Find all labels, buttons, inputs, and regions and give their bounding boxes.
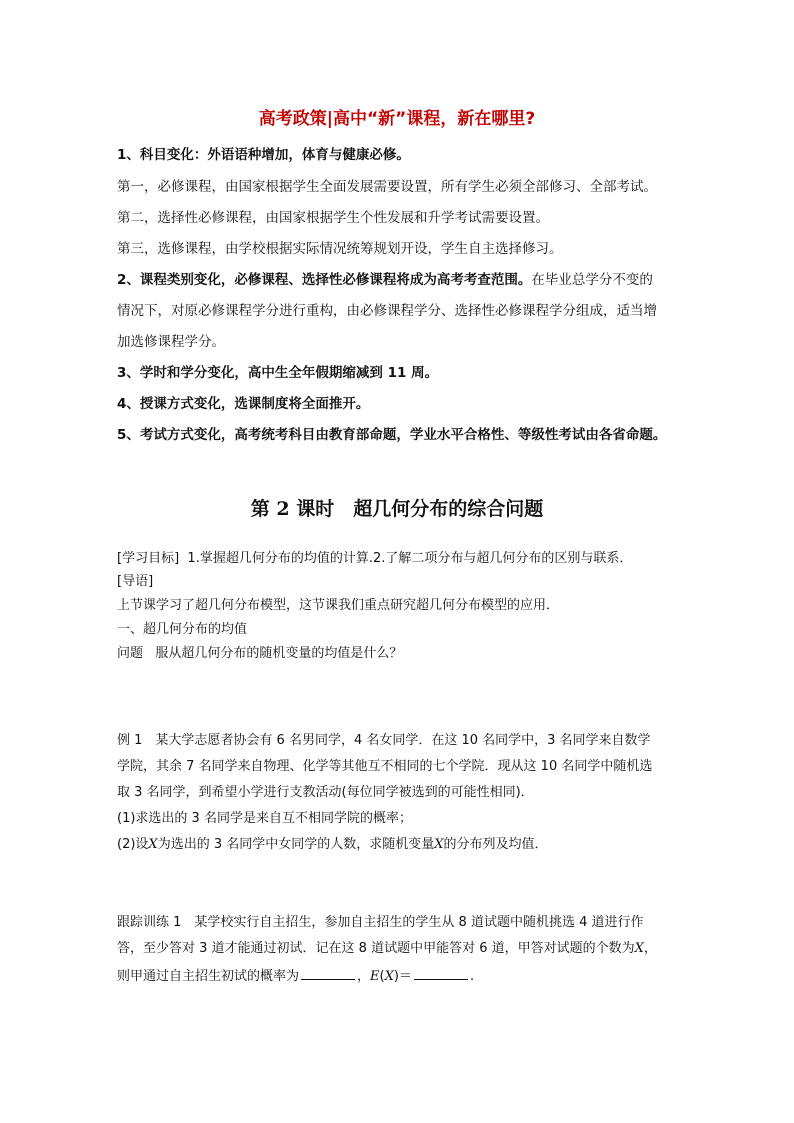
policy-item-3: 3、学时和学分变化，高中生全年假期缩减到 11 周。 xyxy=(117,365,439,381)
question-label: 问题 xyxy=(117,646,144,661)
question-text: 服从超几何分布的随机变量的均值是什么？ xyxy=(155,646,403,661)
q2-suffix: 的分布列及均值． xyxy=(443,837,548,852)
variable-x: X xyxy=(148,837,158,852)
policy-paragraph-3: 第三，选修课程，由学校根据实际情况统筹规划开设，学生自主选择修习。 xyxy=(117,241,563,257)
paren-close-equals: )＝ xyxy=(393,969,412,984)
policy-item-4: 4、授课方式变化，选课制度将全面推开。 xyxy=(117,396,370,412)
question xyxy=(117,645,697,663)
policy-item-5: 5、考试方式变化，高考统考科目由教育部命题，学业水平合格性、等级性考试由各省命题。 xyxy=(117,427,667,443)
variable-x: X xyxy=(384,969,394,984)
policy-title: 高考政策|高中“新”课程，新在哪里? xyxy=(258,109,536,129)
track-line-2-text: 答，至少答对 3 道才能通过初试．记在这 8 道试题中甲能答对 6 道，甲答对试题的个数为 xyxy=(117,941,635,956)
policy-paragraph-1: 第一，必修课程，由国家根据学生全面发展需要设置，所有学生必须全部修习、全部考试。 xyxy=(117,179,657,195)
track-line-3-comma: ， xyxy=(357,969,371,984)
answer-blank-expectation[interactable] xyxy=(414,966,468,980)
learning-goals-label: [学习目标] xyxy=(117,551,180,566)
policy-paragraph-2: 第二，选择性必修课程，由国家根据学生个性发展和升学考试需要设置。 xyxy=(117,210,549,226)
tracking-exercise-line-2 xyxy=(117,940,697,958)
lesson-title: 第 2 课时 超几何分布的综合问题 xyxy=(250,498,544,520)
variable-x: X xyxy=(434,837,444,852)
track-line-3-text: 则甲通过自主招生初试的概率为 xyxy=(117,969,300,984)
tracking-exercise-line-1: 跟踪训练 1 某学校实行自主招生，参加自主招生的学生从 8 道试题中随机挑选 4 道进行作 xyxy=(117,915,644,930)
policy-item-2 xyxy=(117,271,697,289)
answer-blank-probability[interactable] xyxy=(301,966,355,980)
policy-item-2-line-3: 加选修课程学分。 xyxy=(117,334,225,350)
learning-goals-text: 1.掌握超几何分布的均值的计算.2.了解二项分布与超几何分布的区别与联系． xyxy=(187,551,633,566)
q2-prefix: (2)设 xyxy=(117,837,149,852)
example-1-question-2 xyxy=(117,836,697,854)
policy-item-2-line-2: 情况下，对原必修课程学分进行重构，由必修课程学分、选择性必修课程学分组成，适当增 xyxy=(117,303,657,319)
example-1-line-1: 例 1 某大学志愿者协会有 6 名男同学，4 名女同学．在这 10 名同学中，3 名同学来自数学 xyxy=(117,733,651,748)
policy-item-2-head: 2、课程类别变化，必修课程、选择性必修课程将成为高考考查范围。 xyxy=(117,272,532,288)
track-line-3-end: . xyxy=(469,969,475,984)
section-heading-1: 一、超几何分布的均值 xyxy=(117,622,248,637)
policy-item-1: 1、科目变化：外语语种增加，体育与健康必修。 xyxy=(117,147,410,163)
example-1-line-3: 取 3 名同学，到希望小学进行支教活动(每位同学被选到的可能性相同)． xyxy=(117,785,534,800)
intro-text: 上节课学习了超几何分布模型，这节课我们重点研究超几何分布模型的应用． xyxy=(117,598,560,613)
intro-label: [导语] xyxy=(117,574,154,589)
expectation-symbol: E xyxy=(370,969,380,984)
paren-open: ( xyxy=(379,969,385,984)
example-1-line-2: 学院，其余 7 名同学来自物理、化学等其他互不相同的七个学院．现从这 10 名同学中随机选 xyxy=(117,759,653,774)
learning-goals xyxy=(117,550,697,568)
tracking-exercise-line-3 xyxy=(117,966,697,986)
q2-middle: 为选出的 3 名同学中女同学的人数，求随机变量 xyxy=(157,837,435,852)
policy-item-2-tail: 在毕业总学分不变的 xyxy=(531,272,653,288)
example-1-question-1: (1)求选出的 3 名同学是来自互不相同学院的概率； xyxy=(117,811,412,826)
variable-x: X xyxy=(634,941,644,956)
track-line-2-comma: ， xyxy=(643,941,657,956)
